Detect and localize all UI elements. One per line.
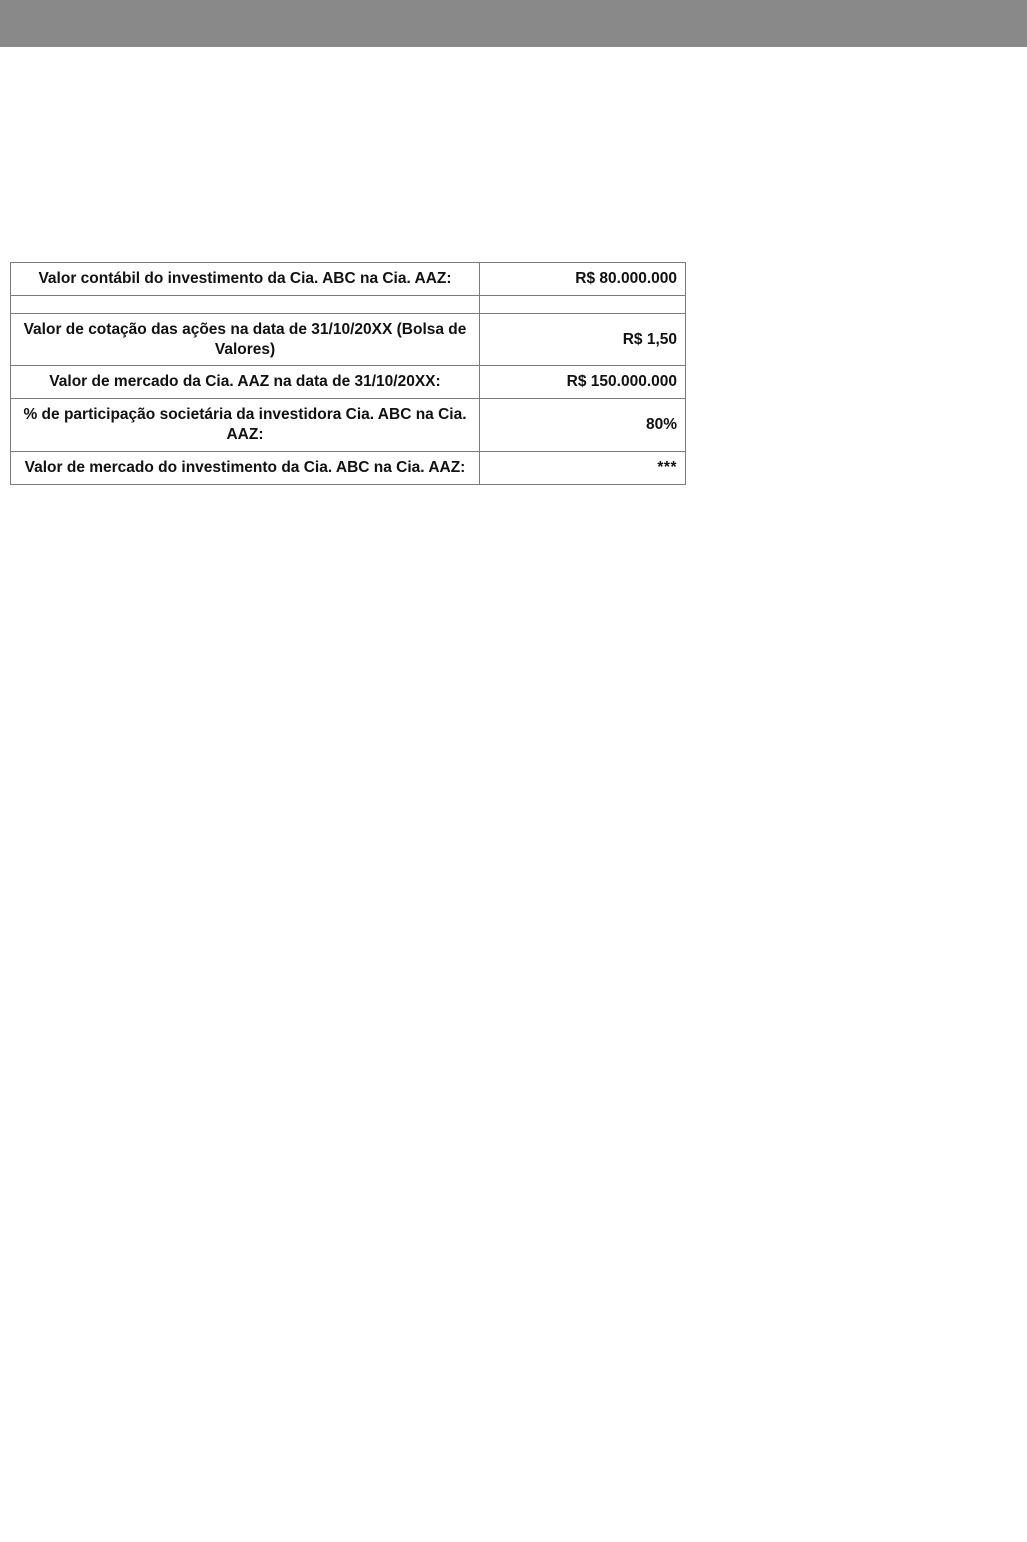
table-cell-value: *** (480, 451, 686, 484)
investment-valuation-table (10, 262, 686, 485)
table-row (11, 366, 686, 399)
table-row (11, 263, 686, 296)
header-band (0, 0, 1027, 47)
table-cell-label: Valor de mercado da Cia. AAZ na data de 31/10/20XX: (11, 366, 480, 399)
table-row (11, 313, 686, 366)
table-cell-label: Valor contábil do investimento da Cia. ABC na Cia. AAZ: (11, 263, 480, 296)
table-cell-label: Valor de mercado do investimento da Cia. ABC na Cia. AAZ: (11, 451, 480, 484)
table-cell-label: % de participação societária da investidora Cia. ABC na Cia. AAZ: (11, 399, 480, 452)
document-page (0, 47, 1027, 1542)
table-cell-value: R$ 150.000.000 (480, 366, 686, 399)
table-cell-value: 80% (480, 399, 686, 452)
table-cell-value: R$ 1,50 (480, 313, 686, 366)
table-row (11, 451, 686, 484)
table-cell-value (480, 295, 686, 313)
table-cell-value: R$ 80.000.000 (480, 263, 686, 296)
table-row (11, 399, 686, 452)
table-cell-label: Valor de cotação das ações na data de 31/10/20XX (Bolsa de Valores) (11, 313, 480, 366)
investment-valuation-table-container (10, 262, 677, 485)
table-cell-label (11, 295, 480, 313)
table-row-spacer (11, 295, 686, 313)
